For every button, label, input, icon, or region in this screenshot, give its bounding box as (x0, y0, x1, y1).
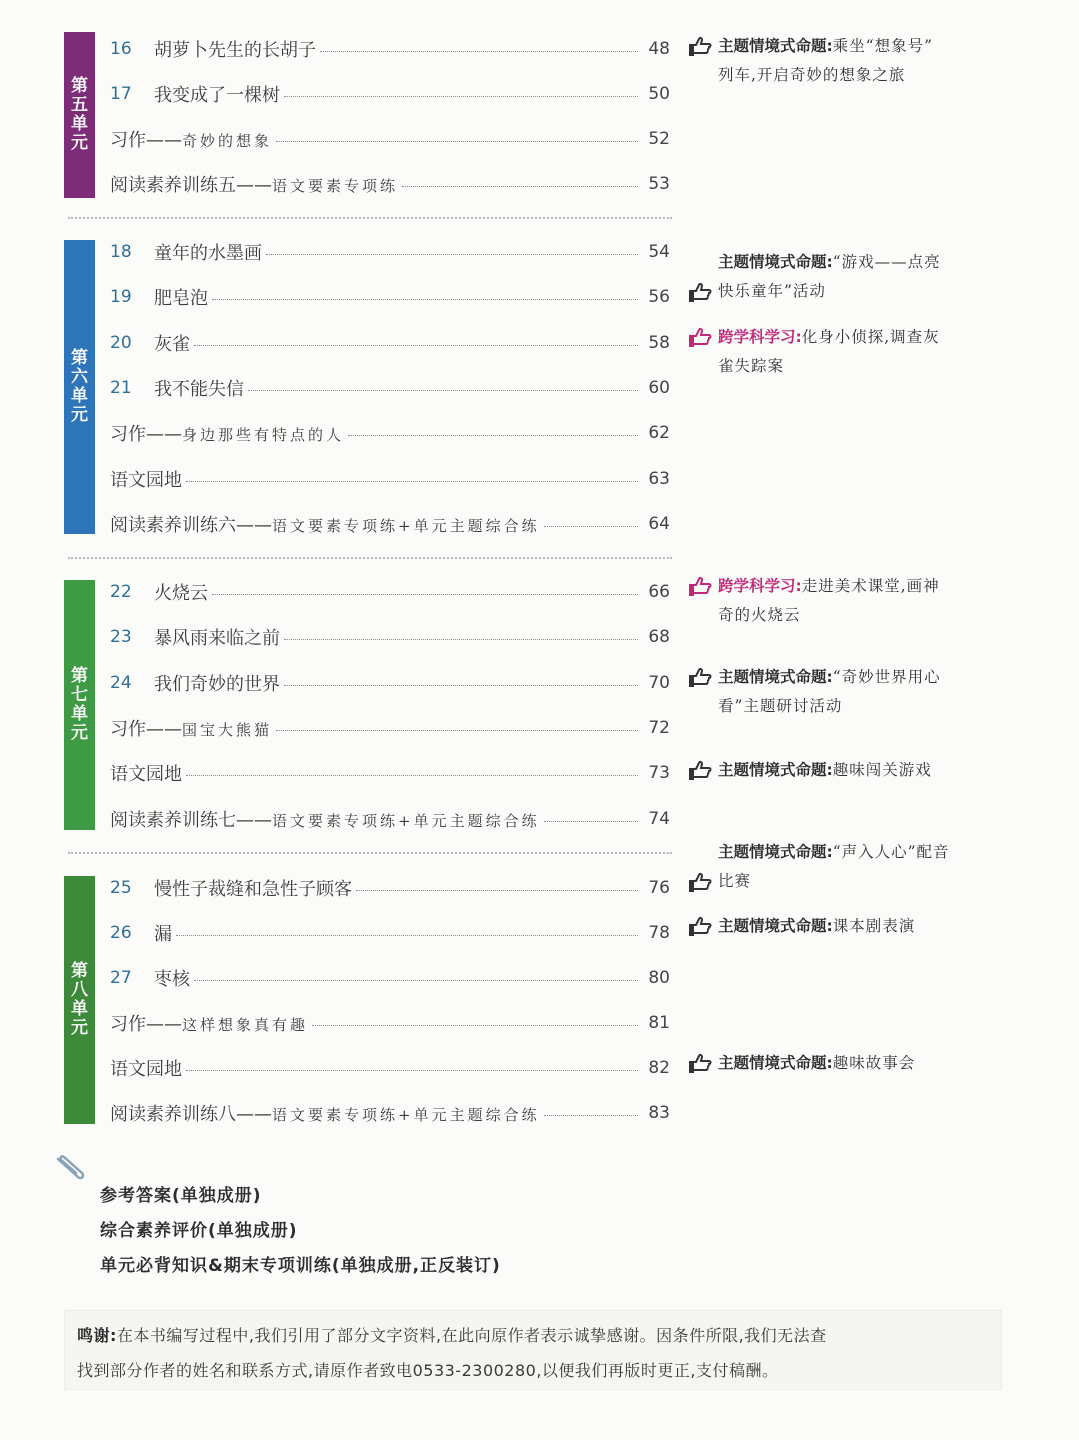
note-text: 走进美术课堂,画神 (801, 577, 940, 595)
lesson-title: 语文园地 (110, 1059, 182, 1080)
page-number: 56 (648, 287, 670, 307)
lesson-title: 语文园地 (110, 470, 182, 491)
pointing-hand-icon (688, 872, 712, 894)
note-text: 趣味闯关游戏 (832, 761, 932, 779)
note-keyword: 主题情境式命题: (718, 253, 833, 271)
page-number: 74 (648, 809, 670, 829)
pointing-hand-icon (688, 916, 712, 938)
dot-leader (212, 594, 638, 595)
lesson-title: 习作——奇妙的想象 (110, 130, 273, 151)
side-note (688, 663, 1018, 721)
note-text: 化身小侦探,调查灰 (801, 328, 940, 346)
page-number: 80 (648, 968, 670, 988)
page-number: 58 (648, 333, 670, 353)
unit-5-bar (64, 32, 95, 198)
note-keyword: 主题情境式命题: (718, 1054, 833, 1072)
lesson-title: 我变成了一棵树 (154, 85, 280, 106)
page-number: 54 (648, 242, 670, 262)
page-number: 60 (648, 378, 670, 398)
side-note (688, 912, 1018, 941)
lesson-number: 24 (110, 673, 132, 693)
lesson-number: 18 (110, 242, 132, 262)
note-keyword: 主题情境式命题: (718, 917, 833, 935)
lesson-number: 27 (110, 968, 132, 988)
dot-leader (284, 96, 638, 97)
dot-leader (186, 481, 638, 482)
lesson-title: 阅读素养训练六——语文要素专项练+单元主题综合练 (110, 515, 540, 536)
toc-row[interactable] (110, 1098, 670, 1128)
dot-leader (284, 685, 638, 686)
section-divider (68, 852, 672, 854)
note-text: 课本剧表演 (832, 917, 916, 935)
lesson-number: 22 (110, 582, 132, 602)
toc-row[interactable] (110, 464, 670, 494)
page-number: 70 (648, 673, 670, 693)
side-note (688, 572, 1018, 630)
toc-row[interactable] (110, 282, 670, 312)
lesson-number: 16 (110, 39, 132, 59)
pointing-hand-icon (688, 327, 712, 349)
dot-leader (248, 390, 638, 391)
page-number: 72 (648, 718, 670, 738)
dot-leader (402, 186, 638, 187)
toc-row[interactable] (110, 963, 670, 993)
page-number: 83 (648, 1103, 670, 1123)
lesson-title: 肥皂泡 (154, 288, 208, 309)
appendix-item[interactable]: 参考答案(单独成册) (100, 1186, 262, 1206)
pointing-hand-icon (688, 576, 712, 598)
acknowledgement-box (64, 1310, 1002, 1390)
lesson-number: 20 (110, 333, 132, 353)
note-keyword: 主题情境式命题: (718, 37, 833, 55)
toc-row[interactable] (110, 804, 670, 834)
page-number: 64 (648, 514, 670, 534)
note-keyword: 主题情境式命题: (718, 761, 833, 779)
appendix-item[interactable]: 单元必背知识&期末专项训练(单独成册,正反装订) (100, 1256, 501, 1276)
pointing-hand-icon (688, 760, 712, 782)
page-number: 81 (648, 1013, 670, 1033)
pointing-hand-icon (688, 282, 712, 304)
lesson-title: 漏 (154, 924, 172, 945)
dot-leader (276, 141, 638, 142)
note-text: “奇妙世界用心 (832, 668, 941, 686)
note-keyword: 跨学科学习: (718, 328, 802, 346)
toc-row[interactable] (110, 124, 670, 154)
dot-leader (176, 935, 638, 936)
page-number: 73 (648, 763, 670, 783)
toc-row[interactable] (110, 577, 670, 607)
toc-row[interactable] (110, 668, 670, 698)
dot-leader (544, 821, 638, 822)
note-text: “游戏——点亮 (832, 253, 941, 271)
note-keyword: 跨学科学习: (718, 577, 802, 595)
side-note (688, 1049, 1018, 1078)
note-text: “声入人心”配音 (832, 843, 950, 861)
side-note (688, 323, 1018, 381)
side-note (688, 838, 1018, 896)
lesson-number: 17 (110, 84, 132, 104)
toc-row[interactable] (110, 169, 670, 199)
side-note (688, 32, 1018, 90)
lesson-title: 胡萝卜先生的长胡子 (154, 40, 316, 61)
unit-8-bar (64, 876, 95, 1124)
page-number: 48 (648, 39, 670, 59)
unit-7-label: 第七单元 (71, 666, 88, 743)
lesson-title: 习作——身边那些有特点的人 (110, 424, 345, 445)
lesson-title: 习作——这样想象真有趣 (110, 1014, 309, 1035)
acknowledgement-label: 鸣谢: (77, 1326, 117, 1345)
toc-row[interactable] (110, 758, 670, 788)
dot-leader (320, 51, 638, 52)
toc-row[interactable] (110, 418, 670, 448)
note-keyword: 主题情境式命题: (718, 843, 833, 861)
acknowledgement-line-1: 鸣谢:在本书编写过程中,我们引用了部分文字资料,在此向原作者表示诚挚感谢。因条件所限,我们无法查 (77, 1326, 827, 1345)
toc-row[interactable] (110, 918, 670, 948)
dot-leader (284, 639, 638, 640)
dot-leader (544, 526, 638, 527)
note-text-2: 看”主题研讨活动 (718, 697, 843, 715)
toc-row[interactable] (110, 1053, 670, 1083)
note-text-2: 奇的火烧云 (718, 606, 801, 624)
note-text-2: 比赛 (718, 872, 752, 890)
toc-row[interactable] (110, 713, 670, 743)
toc-row[interactable] (110, 509, 670, 539)
lesson-title: 习作——国宝大熊猫 (110, 719, 273, 740)
unit-7-bar (64, 580, 95, 830)
lesson-title: 阅读素养训练五——语文要素专项练 (110, 175, 399, 196)
pointing-hand-icon (688, 1053, 712, 1075)
lesson-number: 23 (110, 627, 132, 647)
lesson-title: 灰雀 (154, 334, 190, 355)
lesson-title: 语文园地 (110, 764, 182, 785)
section-divider (68, 557, 672, 559)
dot-leader (186, 775, 638, 776)
page-number: 52 (648, 129, 670, 149)
pointing-hand-icon (688, 36, 712, 58)
page-number: 62 (648, 423, 670, 443)
note-text-2: 雀失踪案 (718, 357, 785, 375)
note-text: 趣味故事会 (832, 1054, 916, 1072)
lesson-number: 21 (110, 378, 132, 398)
page-number: 68 (648, 627, 670, 647)
toc-row[interactable] (110, 79, 670, 109)
side-note (688, 756, 1018, 785)
toc-row[interactable] (110, 622, 670, 652)
dot-leader (212, 299, 638, 300)
page-number: 50 (648, 84, 670, 104)
note-text-2: 列车,开启奇妙的想象之旅 (718, 66, 906, 84)
toc-row[interactable] (110, 34, 670, 64)
lesson-title: 枣核 (154, 969, 190, 990)
lesson-title: 我不能失信 (154, 379, 244, 400)
lesson-title: 阅读素养训练七——语文要素专项练+单元主题综合练 (110, 810, 540, 831)
pointing-hand-icon (688, 667, 712, 689)
toc-row[interactable] (110, 873, 670, 903)
lesson-number: 19 (110, 287, 132, 307)
dot-leader (544, 1115, 638, 1116)
note-keyword: 主题情境式命题: (718, 668, 833, 686)
page-number: 78 (648, 923, 670, 943)
lesson-title: 童年的水墨画 (154, 243, 262, 264)
dot-leader (348, 435, 638, 436)
toc-row[interactable] (110, 1008, 670, 1038)
lesson-number: 26 (110, 923, 132, 943)
page-number: 76 (648, 878, 670, 898)
page-number: 53 (648, 174, 670, 194)
lesson-number: 25 (110, 878, 132, 898)
lesson-title: 阅读素养训练八——语文要素专项练+单元主题综合练 (110, 1104, 540, 1125)
dot-leader (276, 730, 638, 731)
dot-leader (312, 1025, 638, 1026)
toc-row[interactable] (110, 328, 670, 358)
dot-leader (186, 1070, 638, 1071)
page-number: 66 (648, 582, 670, 602)
side-note (688, 248, 1018, 306)
note-text: 乘坐“想象号” (832, 37, 934, 55)
toc-row[interactable] (110, 373, 670, 403)
dot-leader (356, 890, 638, 891)
dot-leader (194, 345, 638, 346)
lesson-title: 暴风雨来临之前 (154, 628, 280, 649)
paperclip-icon (52, 1153, 86, 1183)
lesson-title: 我们奇妙的世界 (154, 674, 280, 695)
page-number: 82 (648, 1058, 670, 1078)
section-divider (68, 217, 672, 219)
page-number: 63 (648, 469, 670, 489)
toc-row[interactable] (110, 237, 670, 267)
lesson-title: 慢性子裁缝和急性子顾客 (154, 879, 352, 900)
unit-6-label: 第六单元 (71, 348, 88, 425)
note-text-2: 快乐童年”活动 (718, 282, 826, 300)
dot-leader (194, 980, 638, 981)
unit-6-bar (64, 240, 95, 534)
unit-5-label: 第五单元 (71, 76, 88, 153)
lesson-title: 火烧云 (154, 583, 208, 604)
dot-leader (266, 254, 638, 255)
appendix-item[interactable]: 综合素养评价(单独成册) (100, 1221, 298, 1241)
acknowledgement-line-2: 找到部分作者的姓名和联系方式,请原作者致电0533-2300280,以便我们再版时更正,支付稿酬。 (77, 1361, 779, 1380)
unit-8-label: 第八单元 (71, 961, 88, 1038)
